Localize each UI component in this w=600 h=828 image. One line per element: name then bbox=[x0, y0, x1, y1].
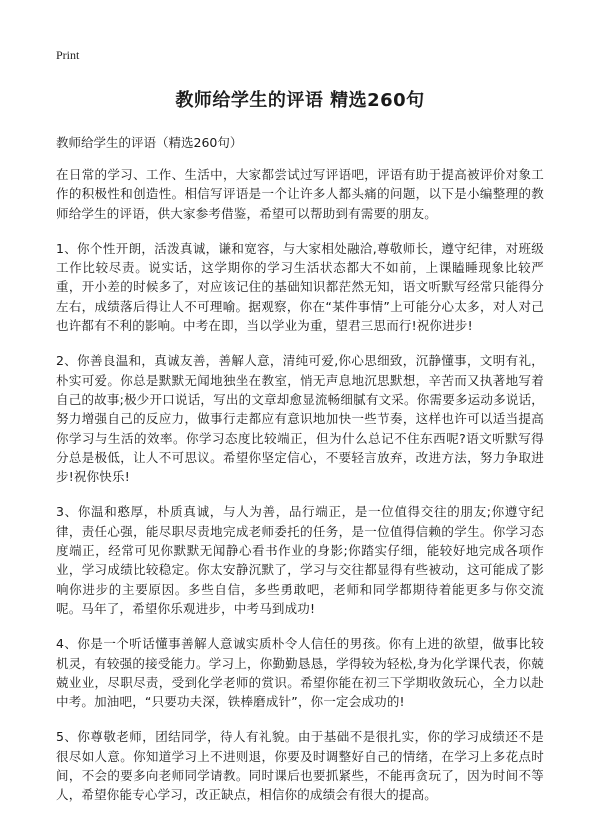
comment-paragraph-4: 4、你是一个听话懂事善解人意诚实质朴令人信任的男孩。你有上进的欲望，做事比较机灵，有较强的接受能力。学习上，你勤勤恳恳，学得较为轻松,身为化学课代表，你兢兢业业，尽职尽责，受到化学老师的赏识。希望你能在初三下学期收敛玩心，全力以赴中考。加油吧，“只要功夫深，铁棒磨成针”，你一定会成功的! bbox=[56, 636, 544, 710]
comment-paragraph-5: 5、你尊敬老师，团结同学，待人有礼貌。由于基础不是很扎实，你的学习成绩还不是很尽如人意。你知道学习上不进则退，你要及时调整好自己的情绪，在学习上多花点时间，不会的要多向老师同学请教。同时课后也要抓紧些，不能再贪玩了，因为时间不等人，希望你能专心学习，改正缺点，相信你的成绩会有很大的提高。 bbox=[56, 729, 544, 803]
comment-paragraph-2: 2、你善良温和，真诚友善，善解人意，清纯可爱,你心思细致，沉静懂事，文明有礼，朴实可爱。你总是默默无闻地独坐在教室，悄无声息地沉思默想，辛苦而又执著地写着自己的故事;极少开口说话，写出的文章却愈显流畅细腻有文采。你需要多运动多说话，努力增强自己的反应力，做事行走都应有意识地加快一些节奏，这样也许可以适当提高你学习与生活的效率。你学习态度比较端正，但为什么总记不住东西呢?语文听默写得分总是极低，让人不可思议。希望你坚定信心，不要轻言放弃，改进方法，努力争取进步!祝你快乐! bbox=[56, 353, 544, 485]
intro-paragraph: 在日常的学习、工作、生活中，大家都尝试过写评语吧，评语有助于提高被评价对象工作的积极性和创造性。相信写评语是一个让许多人都头痛的问题，以下是小编整理的教师给学生的评语，供大家参考借鉴，希望可以帮助到有需要的朋友。 bbox=[56, 167, 544, 221]
print-link[interactable]: Print bbox=[56, 48, 80, 62]
comment-paragraph-3: 3、你温和憨厚，朴质真诚，与人为善，品行端正，是一位值得交往的朋友;你遵守纪律，责任心强，能尽职尽责地完成老师委托的任务，是一位值得信赖的学生。你学习态度端正，经常可见你默默无闻静心看书作业的身影;你踏实仔细，能较好地完成各项作业，学习成绩比较稳定。你太安静沉默了，学习与交往都显得有些被动，这可能成了影响你进步的主要原因。多些自信，多些勇敢吧，老师和同学都期待着能更多与你交流呢。马年了，希望你乐观进步，中考马到成功! bbox=[56, 504, 544, 616]
document-subtitle: 教师给学生的评语（精选260句） bbox=[56, 135, 243, 150]
comment-paragraph-1: 1、你个性开朗，活泼真诚，谦和宽容，与大家相处融洽,尊敬师长，遵守纪律，对班级工作比较尽责。说实话，这学期你的学习生活状态都大不如前，上课瞌睡现象比较严重，开小差的时候多了，对应该记住的基础知识都茫然无知，语文听默写经常只能得分左右，成绩落后得让人不可理喻。据观察，你在“某件事情”上可能分心太多，对人对己也许都有不利的影响。中考在即，当以学业为重，望君三思而行!祝你进步! bbox=[56, 240, 544, 334]
page-title: 教师给学生的评语 精选260句 bbox=[175, 90, 425, 111]
